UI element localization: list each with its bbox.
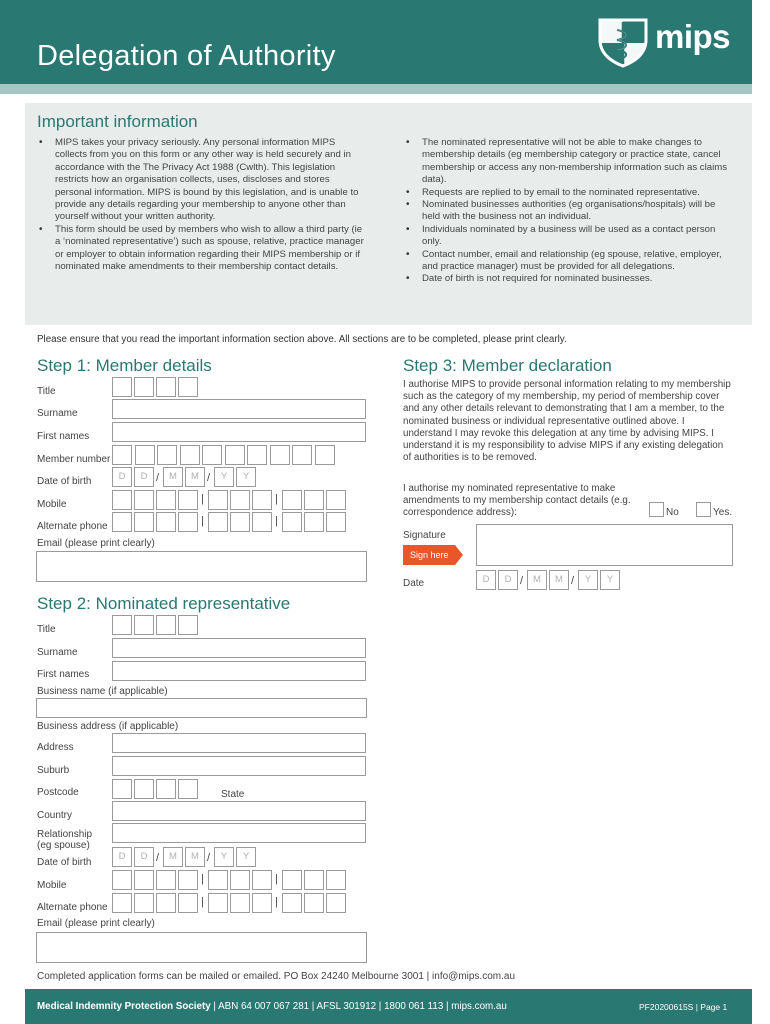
step2-dob-label: Date of birth: [37, 857, 92, 868]
step1-member-number-label: Member number: [37, 454, 111, 465]
phone-digit-cell[interactable]: [326, 893, 346, 913]
step2-address-input[interactable]: [112, 733, 366, 753]
step2-surname-input[interactable]: [112, 638, 366, 658]
phone-digit-cell[interactable]: [112, 512, 132, 532]
phone-separator: |: [201, 896, 204, 908]
phone-digit-cell[interactable]: [134, 870, 154, 890]
step2-business-address-label: Business address (if applicable): [37, 721, 179, 732]
date-cell[interactable]: Y: [236, 847, 256, 867]
phone-separator: |: [275, 493, 278, 505]
date-cell[interactable]: D: [476, 570, 496, 590]
signature-label: Signature: [403, 530, 446, 541]
phone-digit-cell[interactable]: [156, 490, 176, 510]
char-cell[interactable]: [112, 377, 132, 397]
phone-separator: |: [201, 873, 204, 885]
date-separator: /: [520, 575, 524, 587]
phone-digit-cell[interactable]: [134, 512, 154, 532]
phone-digit-cell[interactable]: [208, 512, 228, 532]
step2-suburb-label: Suburb: [37, 765, 70, 776]
phone-digit-cell[interactable]: [156, 893, 176, 913]
char-cell[interactable]: [156, 779, 176, 799]
step2-relationship-label: Relationship (eg spouse): [37, 829, 93, 851]
char-cell[interactable]: [156, 615, 176, 635]
step1-email-input[interactable]: [36, 551, 367, 582]
phone-digit-cell[interactable]: [282, 893, 302, 913]
step2-postcode-label: Postcode: [37, 787, 79, 798]
phone-digit-cell[interactable]: [304, 512, 324, 532]
step2-suburb-input[interactable]: [112, 756, 366, 776]
footer-details: [37, 1001, 507, 1012]
phone-separator: |: [201, 515, 204, 527]
date-cell[interactable]: D: [134, 467, 154, 487]
mips-logo-icon: [596, 16, 650, 68]
phone-digit-cell[interactable]: [282, 512, 302, 532]
member-number-cell[interactable]: [157, 445, 177, 465]
phone-separator: |: [275, 873, 278, 885]
footer-org: Medical Indemnity Protection Society: [37, 1001, 211, 1012]
date-separator: /: [207, 852, 211, 864]
footer-contact: | ABN 64 007 067 281 | AFSL 301912 | 1800 061 113 | mips.com.au: [210, 1001, 507, 1012]
phone-digit-cell[interactable]: [282, 490, 302, 510]
phone-digit-cell[interactable]: [112, 870, 132, 890]
step2-country-label: Country: [37, 810, 73, 821]
phone-digit-cell[interactable]: [326, 870, 346, 890]
info-title: Important information: [37, 112, 198, 131]
step2-title-label: Title: [37, 624, 56, 635]
date-cell[interactable]: D: [112, 467, 132, 487]
member-number-cell[interactable]: [292, 445, 312, 465]
date-cell[interactable]: D: [134, 847, 154, 867]
notice-text: Please ensure that you read the important information section above. All sections are to be completed, please print clearly.: [37, 334, 567, 345]
phone-separator: |: [275, 896, 278, 908]
member-number-cell[interactable]: [247, 445, 267, 465]
step2-email-label: Email (please print clearly): [37, 918, 155, 929]
info-item: • Requests are replied to by email to the nominated representative.: [404, 187, 736, 199]
step2-first-names-input[interactable]: [112, 661, 366, 681]
phone-digit-cell[interactable]: [252, 893, 272, 913]
phone-digit-cell[interactable]: [304, 490, 324, 510]
phone-digit-cell[interactable]: [156, 870, 176, 890]
header-bar: [0, 84, 752, 94]
info-item: • This form should be used by members who wish to allow a third party (ie a ‘nominated representative’) such as spouse, relative, practice manager or employer to obtain information regarding their MIPS membership or if nominated make amendments to their membership contact details.: [37, 224, 367, 274]
phone-separator: |: [201, 493, 204, 505]
member-number-cell[interactable]: [135, 445, 155, 465]
date-separator: /: [156, 472, 160, 484]
char-cell[interactable]: [134, 615, 154, 635]
declaration-paragraph: I authorise MIPS to provide personal information relating to my membership such as the category of my membership, my period of membership cover and any other details relevant to demonstrating that I am a member, to the nominated business or individual representative outlined above. I understand I may revoke this delegation at any time by advising MIPS. I understand it is my responsibility to advise MIPS if any existing delegation of authorities is to be removed.: [403, 379, 731, 464]
date-cell[interactable]: M: [527, 570, 547, 590]
step2-email-input[interactable]: [36, 932, 367, 963]
info-item: • Individuals nominated by a business will be used as a contact person only.: [404, 224, 736, 249]
step1-mobile-label: Mobile: [37, 499, 67, 510]
step2-state-input[interactable]: [263, 779, 366, 799]
step1-email-label: Email (please print clearly): [37, 538, 155, 549]
step2-address-label: Address: [37, 742, 74, 753]
signature-box[interactable]: [476, 524, 733, 566]
sign-here-tag: Sign here: [403, 545, 455, 565]
info-item: • The nominated representative will not be able to make changes to membership details (eg membership category or practice state, cancel membership or access any non-membership information such as claims data).: [404, 137, 736, 187]
yes-checkbox[interactable]: [696, 502, 711, 517]
amendment-paragraph: I authorise my nominated representative to make amendments to my membership contact details (e.g. correspondence address):: [403, 483, 631, 519]
char-cell[interactable]: [112, 615, 132, 635]
info-right-column: [404, 137, 736, 286]
info-item: • MIPS takes your privacy seriously. Any personal information MIPS collects from you on this form or any other way is held securely and in accordance with the The Privacy Act 1988 (Cwlth). This legislation restricts how an organisation collects, uses, discloses and stores personal information. MIPS is bound by this legislation, and is unable to provide any details regarding your membership to anyone other than yourself without your written authority.: [37, 137, 367, 224]
step2-alt-phone-label: Alternate phone: [37, 902, 108, 913]
phone-digit-cell[interactable]: [208, 870, 228, 890]
phone-digit-cell[interactable]: [326, 490, 346, 510]
step2-state-label: State: [221, 789, 245, 800]
phone-digit-cell[interactable]: [208, 490, 228, 510]
date-separator: /: [207, 472, 211, 484]
no-label: No: [666, 507, 679, 518]
step2-surname-label: Surname: [37, 647, 78, 658]
step1-first-names-input[interactable]: [112, 422, 366, 442]
phone-digit-cell[interactable]: [304, 870, 324, 890]
info-item: • Contact number, email and relationship (eg spouse, relative, employer, and practice manager) must be provided for all delegations.: [404, 249, 736, 274]
logo-text: mips: [655, 18, 731, 55]
date-cell[interactable]: M: [185, 467, 205, 487]
date-separator: /: [156, 852, 160, 864]
char-cell[interactable]: [134, 377, 154, 397]
phone-digit-cell[interactable]: [134, 893, 154, 913]
info-item: • Date of birth is not required for nominated businesses.: [404, 273, 736, 285]
phone-digit-cell[interactable]: [134, 490, 154, 510]
date-cell[interactable]: Y: [214, 467, 234, 487]
char-cell[interactable]: [112, 779, 132, 799]
member-number-cell[interactable]: [225, 445, 245, 465]
phone-digit-cell[interactable]: [252, 512, 272, 532]
footer-mailing-note: Completed application forms can be mailed or emailed. PO Box 24240 Melbourne 3001 | info@mips.com.au: [37, 971, 516, 982]
step3-heading: Step 3: Member declaration: [403, 356, 612, 375]
char-cell[interactable]: [178, 779, 198, 799]
member-number-cell[interactable]: [180, 445, 200, 465]
step2-mobile-label: Mobile: [37, 880, 67, 891]
no-checkbox[interactable]: [649, 502, 664, 517]
phone-digit-cell[interactable]: [178, 490, 198, 510]
phone-digit-cell[interactable]: [178, 512, 198, 532]
info-left-column: [37, 137, 367, 273]
phone-digit-cell[interactable]: [208, 893, 228, 913]
page-title: Delegation of Authority: [37, 40, 336, 72]
date-cell[interactable]: Y: [600, 570, 620, 590]
phone-digit-cell[interactable]: [230, 512, 250, 532]
date-cell[interactable]: Y: [214, 847, 234, 867]
phone-digit-cell[interactable]: [178, 893, 198, 913]
phone-digit-cell[interactable]: [304, 893, 324, 913]
date-separator: /: [571, 575, 575, 587]
phone-separator: |: [275, 515, 278, 527]
phone-digit-cell[interactable]: [112, 893, 132, 913]
phone-digit-cell[interactable]: [230, 893, 250, 913]
member-number-cell[interactable]: [202, 445, 222, 465]
step2-first-names-label: First names: [37, 669, 90, 680]
step1-surname-input[interactable]: [112, 399, 366, 419]
phone-digit-cell[interactable]: [282, 870, 302, 890]
char-cell[interactable]: [178, 377, 198, 397]
step1-alt-phone-label: Alternate phone: [37, 521, 108, 532]
phone-digit-cell[interactable]: [252, 490, 272, 510]
date-cell[interactable]: Y: [236, 467, 256, 487]
member-number-cell[interactable]: [112, 445, 132, 465]
phone-digit-cell[interactable]: [252, 870, 272, 890]
step3-date-label: Date: [403, 578, 425, 589]
phone-digit-cell[interactable]: [230, 870, 250, 890]
phone-digit-cell[interactable]: [230, 490, 250, 510]
phone-digit-cell[interactable]: [178, 870, 198, 890]
step1-heading: Step 1: Member details: [37, 356, 212, 375]
step2-heading: Step 2: Nominated representative: [37, 594, 291, 613]
step2-business-name-label: Business name (if applicable): [37, 686, 168, 697]
member-number-cell[interactable]: [315, 445, 335, 465]
date-cell[interactable]: M: [163, 467, 183, 487]
date-cell[interactable]: Y: [578, 570, 598, 590]
step1-title-label: Title: [37, 386, 56, 397]
step1-dob-label: Date of birth: [37, 476, 92, 487]
page-number: PF20200615S | Page 1: [639, 1002, 728, 1012]
step2-country-input[interactable]: [112, 801, 366, 821]
date-cell[interactable]: D: [112, 847, 132, 867]
date-cell[interactable]: M: [185, 847, 205, 867]
step1-first-names-label: First names: [37, 431, 90, 442]
date-cell[interactable]: M: [163, 847, 183, 867]
step2-relationship-input[interactable]: [112, 823, 366, 843]
info-item: • Nominated businesses authorities (eg organisations/hospitals) will be held with the business not an individual.: [404, 199, 736, 224]
phone-digit-cell[interactable]: [156, 512, 176, 532]
member-number-cell[interactable]: [270, 445, 290, 465]
phone-digit-cell[interactable]: [112, 490, 132, 510]
char-cell[interactable]: [134, 779, 154, 799]
char-cell[interactable]: [156, 377, 176, 397]
step1-surname-label: Surname: [37, 408, 78, 419]
date-cell[interactable]: D: [498, 570, 518, 590]
phone-digit-cell[interactable]: [326, 512, 346, 532]
step2-business-name-input[interactable]: [36, 698, 367, 718]
date-cell[interactable]: M: [549, 570, 569, 590]
yes-label: Yes.: [713, 507, 733, 518]
char-cell[interactable]: [178, 615, 198, 635]
